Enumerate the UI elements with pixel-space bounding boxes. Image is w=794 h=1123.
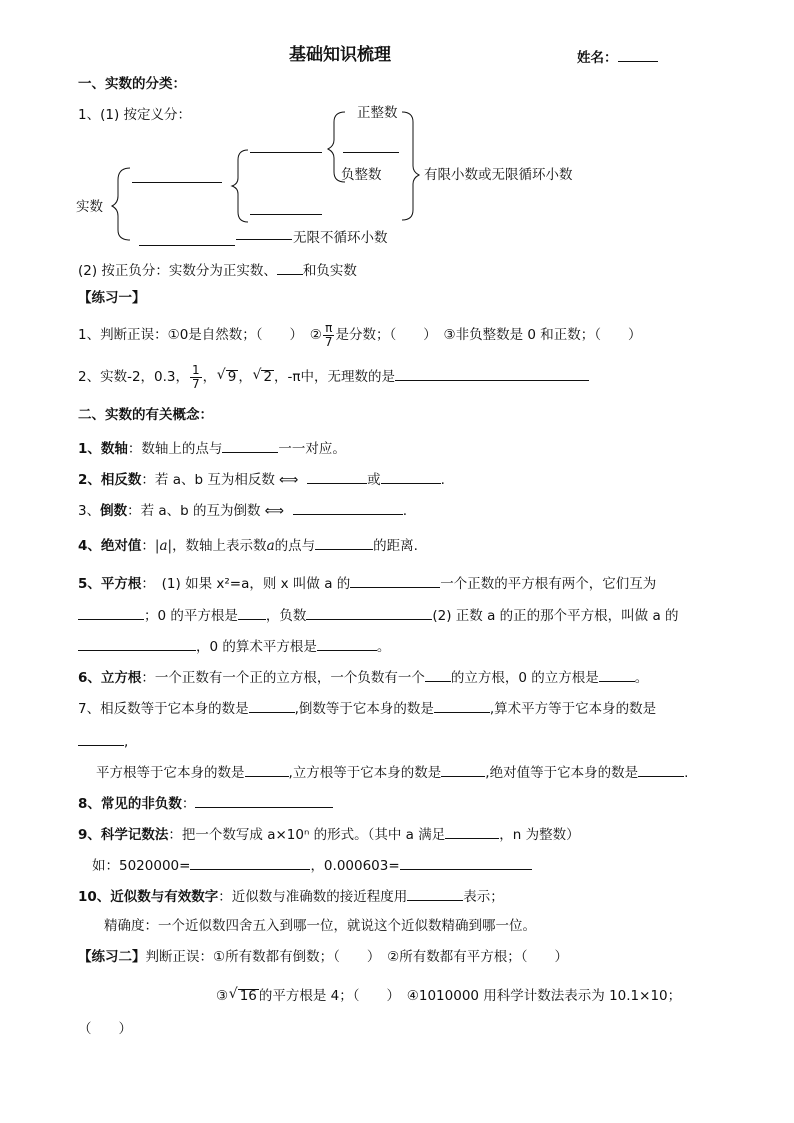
exercise2-line1: 【练习二】判断正误：①所有数都有倒数；（ ） ②所有数都有平方根；（ ） <box>78 949 568 965</box>
line-scientific-2: 如：5020000= ，0.000603= <box>92 858 532 874</box>
line-precision: 精确度：一个近似数四舍五入到哪一位，就说这个近似数精确到哪一位。 <box>104 918 536 934</box>
real-number-label: 实数 <box>76 199 103 215</box>
page-title: 基础知识梳理 <box>289 45 391 65</box>
name-label: 姓名： <box>577 50 658 66</box>
line-absolute: 4、绝对值：|a|，数轴上表示数a的点与 的距离. <box>78 538 418 554</box>
sqrt-2: √ 2 <box>261 370 274 385</box>
line-self-equal-1: 7、相反数等于它本身的数是 ,倒数等于它本身的数是 ,算术平方等于它本身的数是 <box>78 701 657 717</box>
rational-blank[interactable] <box>132 182 222 183</box>
sqrt-16: √ 16 <box>238 989 259 1004</box>
section1-heading: 一、实数的分类： <box>78 76 186 92</box>
line-cube-root: 6、立方根：一个正数有一个正的立方根，一个负数有一个 的立方根，0 的立方根是 。 <box>78 670 649 686</box>
fraction-blank[interactable] <box>250 214 322 215</box>
zero-blank[interactable] <box>343 152 399 153</box>
exercise1-q2: 2、实数-2，0.3， $\frac{1}{7}$ ， √ 9 ， √ 2 ，-π中，无理数的是 <box>78 364 589 390</box>
finite-decimal-label: 有限小数或无限循环小数 <box>424 167 573 183</box>
positive-integer-label: 正整数 <box>357 105 398 121</box>
negative-integer-label: 负整数 <box>341 167 382 183</box>
exercise1-heading: 【练习一】 <box>78 290 146 306</box>
section2-heading: 二、实数的有关概念： <box>78 407 213 423</box>
line-self-equal-2: , <box>78 734 128 750</box>
line-square-root-2: ；0 的平方根是 ，负数 (2) 正数 a 的正的那个平方根，叫做 a 的 <box>78 608 679 624</box>
line-scientific-1: 9、科学记数法：把一个数写成 a×10ⁿ 的形式。（其中 a 满足 ，n 为整数） <box>78 827 580 843</box>
line-self-equal-3: 平方根等于它本身的数是 ,立方根等于它本身的数是 ,绝对值等于它本身的数是 . <box>96 765 689 781</box>
sqrt-9: √ 9 <box>226 370 239 385</box>
line-reciprocal: 3、倒数：若 a、b 的互为倒数 ⟺ . <box>78 503 408 519</box>
exercise2-line2: ③ √ 16 的平方根是 4；（ ） ④1010000 用科学计数法表示为 10.1×10； <box>216 989 681 1004</box>
irrational-answer-blank[interactable] <box>395 369 589 381</box>
exercise2-line3: （ ） <box>78 1021 132 1037</box>
connector-line <box>236 239 292 240</box>
line-nonnegative: 8、常见的非负数： <box>78 796 333 812</box>
integer-blank[interactable] <box>250 152 322 153</box>
exercise1-q1: 1、判断正误：①0是自然数；（ ） ② $\frac{\pi}{7}$ 是分数；（ ） ③非负整数是 0 和正数；（ ） <box>78 321 642 349</box>
line-square-root-1: 5、平方根： (1) 如果 x²=a，则 x 叫做 a 的 一个正数的平方根有两个，它们互为 <box>78 576 657 592</box>
line-square-root-3: ，0 的算术平方根是 。 <box>78 639 390 655</box>
pi-over-7: $\frac{\pi}{7}$ <box>324 321 333 349</box>
def-label: 1、(1) 按定义分： <box>78 107 192 123</box>
line-approximate: 10、近似数与有效数字：近似数与准确数的接近程度用 表示； <box>78 889 504 905</box>
infinite-decimal-label: 无限不循环小数 <box>293 230 388 246</box>
irrational-blank[interactable] <box>139 245 235 246</box>
line-opposite: 2、相反数：若 a、b 互为相反数 ⟺ 或 . <box>78 472 445 488</box>
classification-brackets <box>0 0 794 260</box>
one-over-7: $\frac{1}{7}$ <box>192 363 200 391</box>
sign-classification: (2) 按正负分：实数分为正实数、 和负实数 <box>78 263 357 279</box>
line-number-axis: 1、数轴：数轴上的点与 一一对应。 <box>78 441 346 457</box>
